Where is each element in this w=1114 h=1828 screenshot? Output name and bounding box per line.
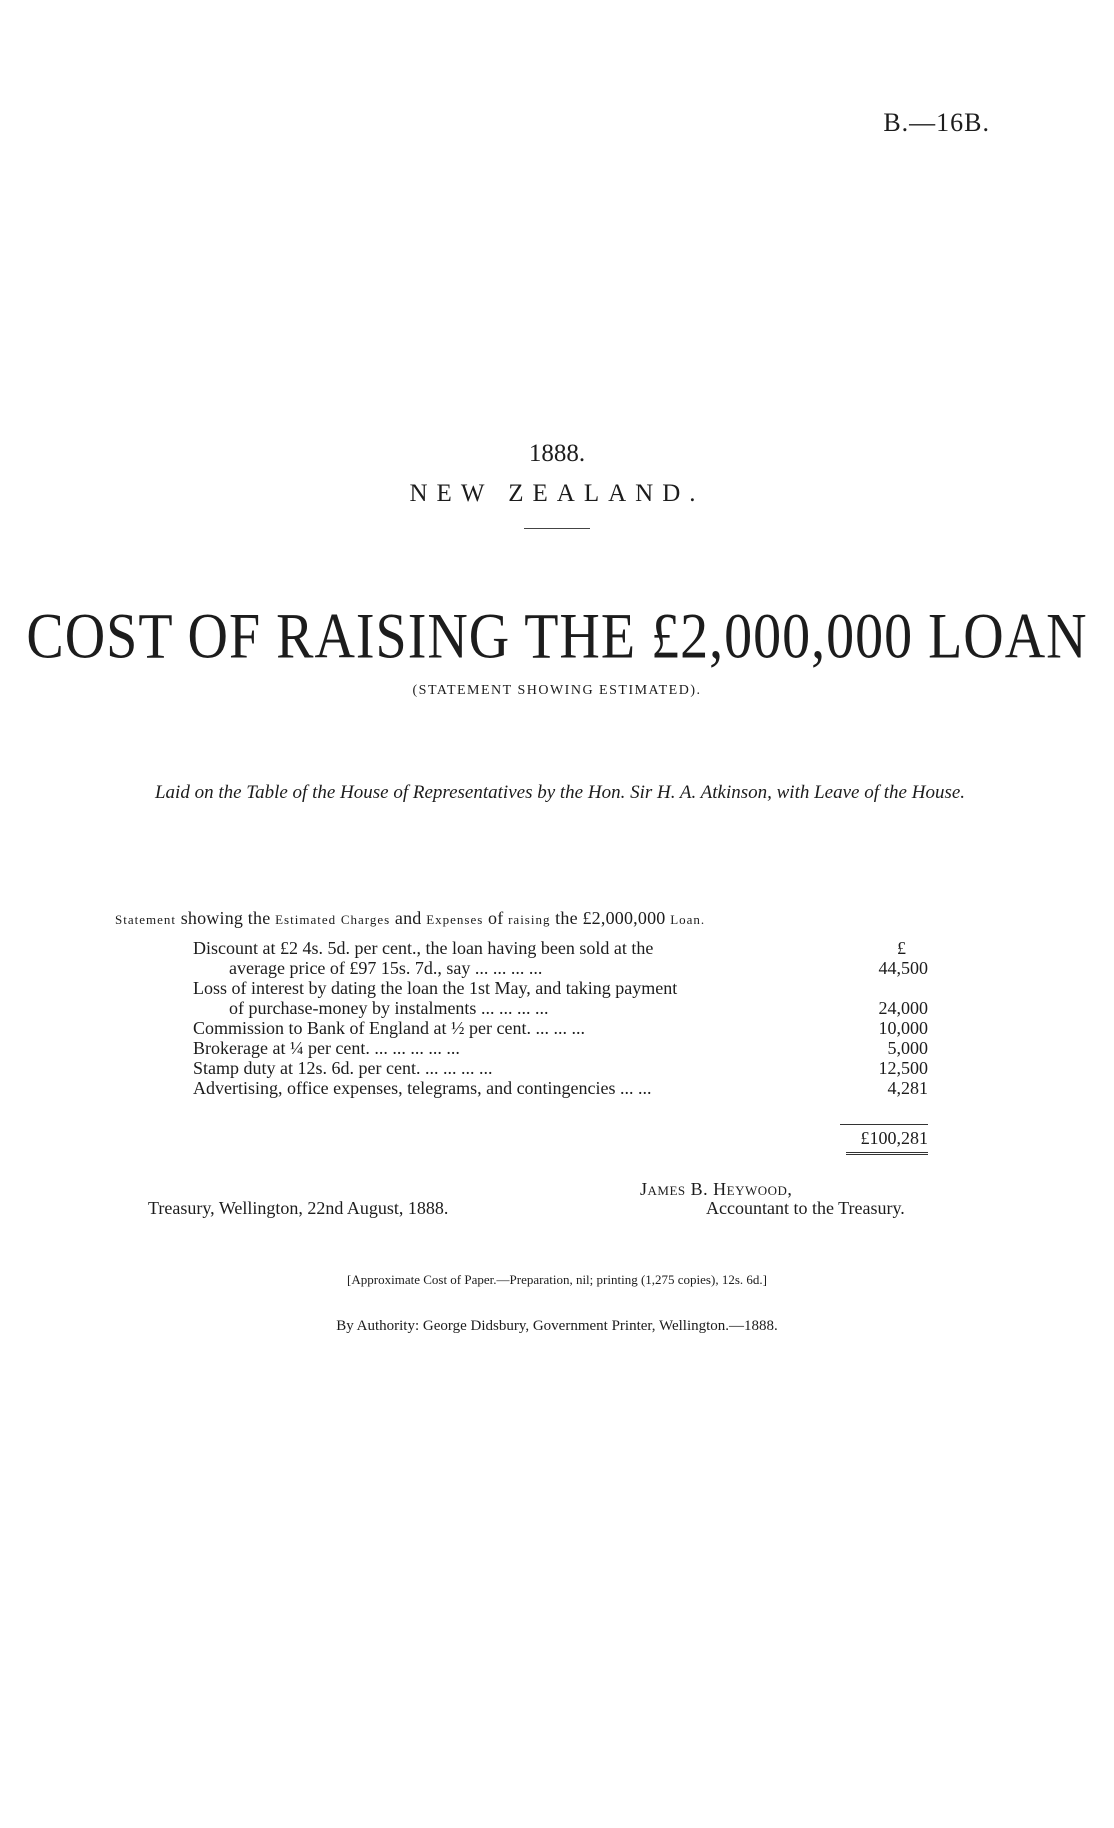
ledger-amount: 5,000 bbox=[887, 1038, 928, 1058]
ledger-description: Loss of interest by dating the loan the 1st May, and taking payment bbox=[193, 978, 678, 998]
cost-of-paper-note: [Approximate Cost of Paper.—Preparation, nil; printing (1,275 copies), 12s. 6d.] bbox=[347, 1272, 767, 1287]
document-title: COST OF RAISING THE £2,000,000 LOAN bbox=[26, 601, 1088, 673]
ledger-row bbox=[193, 1038, 928, 1058]
printer-authority: By Authority: George Didsbury, Government Printer, Wellington.—1888. bbox=[336, 1318, 778, 1334]
heading-statement: Statement bbox=[115, 912, 176, 927]
ledger-row bbox=[193, 1018, 928, 1038]
heading-charges: Charges bbox=[340, 912, 391, 927]
publication-year: 1888. bbox=[528, 440, 586, 467]
ledger-row bbox=[193, 938, 928, 958]
ledger-description: Advertising, office expenses, telegrams, and contingencies ... ... bbox=[193, 1078, 652, 1098]
ledger-row bbox=[193, 998, 928, 1018]
ledger-description: Discount at £2 4s. 5d. per cent., the loan having been sold at the bbox=[193, 938, 654, 958]
statement-heading bbox=[115, 908, 1015, 929]
heading-raising: raising bbox=[508, 912, 551, 927]
document-reference: B.—16B. bbox=[883, 108, 990, 137]
total-rule bbox=[840, 1124, 928, 1125]
ledger-amount: 24,000 bbox=[878, 998, 928, 1018]
divider-rule bbox=[524, 528, 590, 529]
ledger-row bbox=[193, 1078, 928, 1098]
ledger-row bbox=[193, 1058, 928, 1078]
ledger-row bbox=[193, 978, 928, 998]
ledger-description: average price of £97 15s. 7d., say ... ... ... ... bbox=[229, 958, 543, 978]
expense-ledger bbox=[193, 938, 928, 1098]
heading-text-2: and bbox=[390, 908, 427, 928]
laid-on-table-notice: Laid on the Table of the House of Representatives by the Hon. Sir H. A. Atkinson, with Leave of the House. bbox=[154, 782, 966, 803]
heading-expenses: Expenses bbox=[426, 912, 484, 927]
place-and-date: Treasury, Wellington, 22nd August, 1888. bbox=[148, 1198, 449, 1218]
ledger-row bbox=[193, 958, 928, 978]
heading-text-4: the £2,000,000 bbox=[550, 908, 671, 928]
heading-text-3: of bbox=[483, 908, 509, 928]
ledger-amount: 12,500 bbox=[878, 1058, 928, 1078]
signatory-title: Accountant to the Treasury. bbox=[706, 1198, 905, 1218]
currency-header: £ bbox=[897, 938, 906, 958]
ledger-description: Brokerage at ¼ per cent. ... ... ... ... ... bbox=[193, 1038, 460, 1058]
heading-text-1: showing the bbox=[176, 908, 276, 928]
document-subtitle: (STATEMENT SHOWING ESTIMATED). bbox=[412, 683, 702, 698]
ledger-description: of purchase-money by instalments ... ... ... ... bbox=[229, 998, 549, 1018]
country-heading: NEW ZEALAND. bbox=[409, 480, 705, 507]
heading-loan: Loan. bbox=[670, 912, 706, 927]
ledger-description: Commission to Bank of England at ½ per cent. ... ... ... bbox=[193, 1018, 585, 1038]
ledger-description: Stamp duty at 12s. 6d. per cent. ... ... ... ... bbox=[193, 1058, 493, 1078]
signatory-name: James B. Heywood, bbox=[640, 1179, 793, 1199]
ledger-total: £100,281 bbox=[860, 1128, 928, 1148]
ledger-amount: 44,500 bbox=[878, 958, 928, 978]
ledger-amount: 4,281 bbox=[887, 1078, 928, 1098]
heading-estimated: Estimated bbox=[275, 912, 337, 927]
total-double-rule bbox=[846, 1152, 928, 1157]
ledger-amount: 10,000 bbox=[878, 1018, 928, 1038]
